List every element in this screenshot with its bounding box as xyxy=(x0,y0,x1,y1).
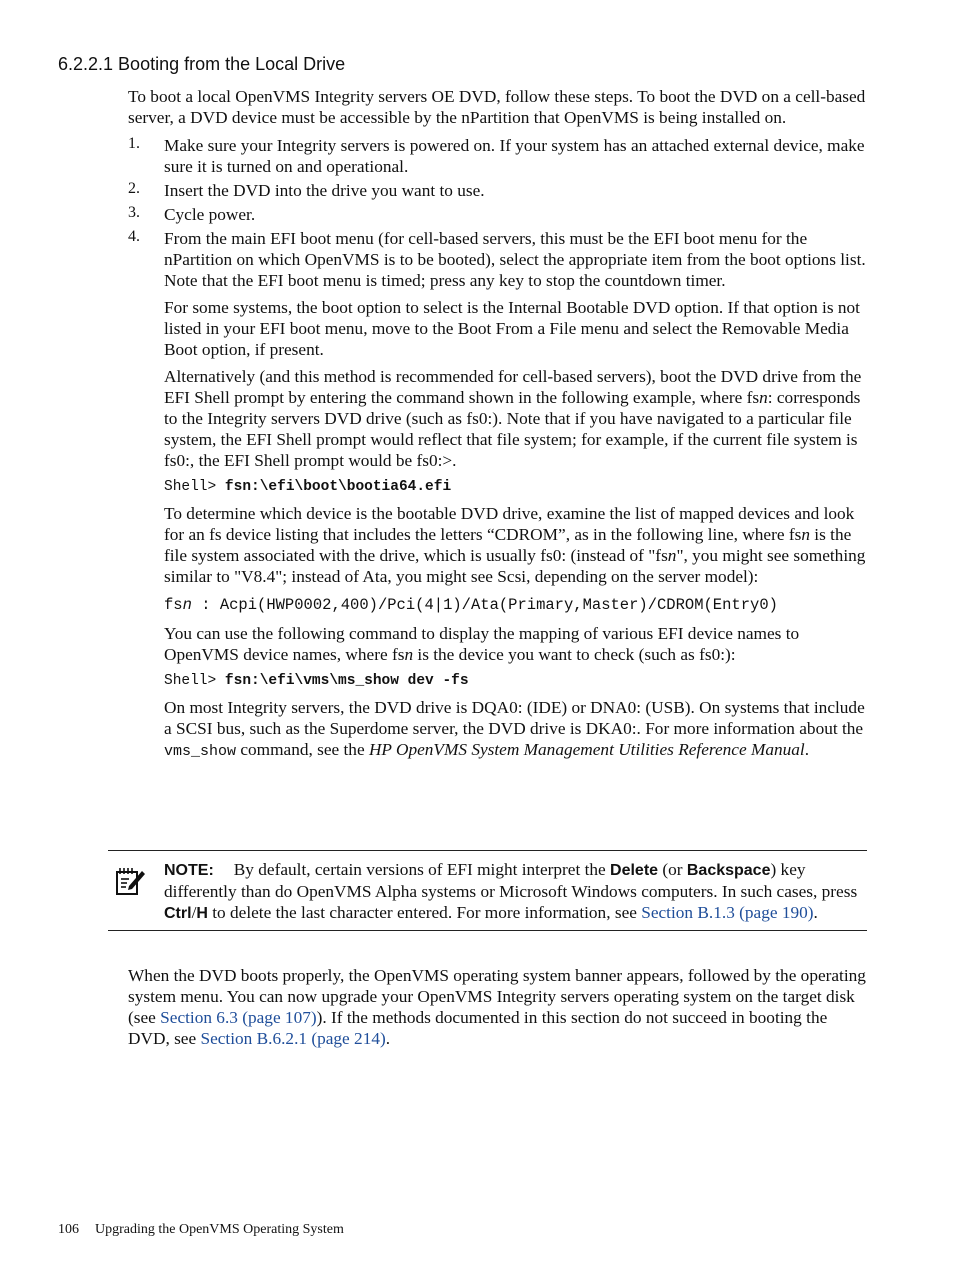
boot-command-code: Shell> fsn:\efi\boot\bootia64.efi xyxy=(164,479,452,495)
note-box xyxy=(108,850,867,931)
chapter-title: Upgrading the OpenVMS Operating System xyxy=(95,1222,344,1237)
mapping-command-paragraph: You can use the following command to display the mapping of various EFI device names to OpenVMS device names, where fsn is the device you want to check (such as fs0:): xyxy=(164,624,800,664)
step-4-details xyxy=(164,297,868,762)
dvd-drive-paragraph: On most Integrity servers, the DVD drive is DQA0: (IDE) or DNA0: (USB). On systems that include a SCSI bus, such as the Superdome server, the DVD drive is DKA0:. For more information about the vms_show command, see the HP OpenVMS System Management Utilities Reference Manual. xyxy=(164,698,865,760)
mapped-devices-paragraph: To determine which device is the bootable DVD drive, examine the list of mapped devices and look for an fs device listing that includes the letters “CDROM”, as in the following line, where fsn is the file system associated with the drive, which is usually fs0: (instead of "fsn", you might see something similar to "V8.4"; instead of Ata, you might see Scsi, depending on the server model): xyxy=(164,504,866,586)
step-number: 3. xyxy=(128,204,140,221)
section-b621-link[interactable]: Section B.6.2.1 (page 214) xyxy=(200,1029,386,1048)
note-label: NOTE: xyxy=(164,862,214,879)
note-text: NOTE: By default, certain versions of EFI might interpret the Delete (or Backspace) key differently than do OpenVMS Alpha systems or Microsoft Windows computers. In such cases, press Ctrl/H to delete the last character entered. For more information, see Section B.1.3 (page 190). xyxy=(164,860,858,922)
section-6-3-link[interactable]: Section 6.3 (page 107) xyxy=(160,1008,317,1027)
h-key: H xyxy=(196,905,208,922)
note-pencil-icon xyxy=(114,865,146,897)
step-text: Cycle power. xyxy=(164,205,256,224)
step-1 xyxy=(128,135,868,177)
intro-paragraph: To boot a local OpenVMS Integrity servers OE DVD, follow these steps. To boot the DVD on a cell-based server, a DVD device must be accessible by the nPartition that OpenVMS is being installed on. xyxy=(128,87,866,127)
efi-shell-paragraph: Alternatively (and this method is recommended for cell-based servers), boot the DVD drive from the EFI Shell prompt by entering the command shown in the following example, where fsn: corresponds to the Integrity servers DVD drive (such as fs0:). Note that if you have navigated to a particular file system, the EFI Shell prompt would reflect that file system; for example, if the current file system is fs0:, the EFI Shell prompt would be fs0:>. xyxy=(164,367,862,470)
step-number: 2. xyxy=(128,180,140,197)
step-text: From the main EFI boot menu (for cell-based servers, this must be the EFI boot menu for the nPartition on which OpenVMS is to be booted), select the appropriate item from the boot options list. Note that the EFI boot menu is timed; press any key to stop the countdown timer. xyxy=(164,229,866,290)
step-4 xyxy=(128,228,868,291)
page-number: 106 xyxy=(58,1222,79,1237)
step-3 xyxy=(128,204,868,225)
delete-key: Delete xyxy=(610,862,659,879)
closing-paragraph: When the DVD boots properly, the OpenVMS operating system banner appears, followed by the operating system menu. You can now upgrade your OpenVMS Integrity servers operating system on the target disk (see Section 6.3 (page 107)). If the methods documented in this section do not succeed in booting the DVD, see Section B.6.2.1 (page 214). xyxy=(128,966,866,1048)
manual-title: HP OpenVMS System Management Utilities Reference Manual xyxy=(368,740,805,759)
section-heading: 6.2.2.1 Booting from the Local Drive xyxy=(58,54,346,74)
device-listing-code: fsn : Acpi(HWP0002,400)/Pci(4|1)/Ata(Primary,Master)/CDROM(Entry0) xyxy=(164,596,778,614)
page-footer xyxy=(58,1222,344,1238)
vms-show-command: vms_show xyxy=(164,743,237,760)
backspace-key: Backspace xyxy=(686,862,771,879)
ctrl-key: Ctrl xyxy=(164,905,192,922)
ms-show-command-code: Shell> fsn:\efi\vms\ms_show dev -fs xyxy=(164,673,469,689)
step-text: Insert the DVD into the drive you want to use. xyxy=(164,181,485,200)
step-number: 1. xyxy=(128,135,140,152)
boot-option-paragraph: For some systems, the boot option to select is the Internal Bootable DVD option. If that option is not listed in your EFI boot menu, move to the Boot From a File menu and select the Removable Media Boot option, if present. xyxy=(164,298,860,359)
step-number: 4. xyxy=(128,228,140,245)
step-text: Make sure your Integrity servers is powered on. If your system has an attached external device, make sure it is turned on and operational. xyxy=(164,136,865,176)
section-body xyxy=(128,86,868,768)
closing-section xyxy=(128,965,870,1049)
section-b13-link[interactable]: Section B.1.3 (page 190) xyxy=(641,903,814,922)
step-2 xyxy=(128,180,868,201)
